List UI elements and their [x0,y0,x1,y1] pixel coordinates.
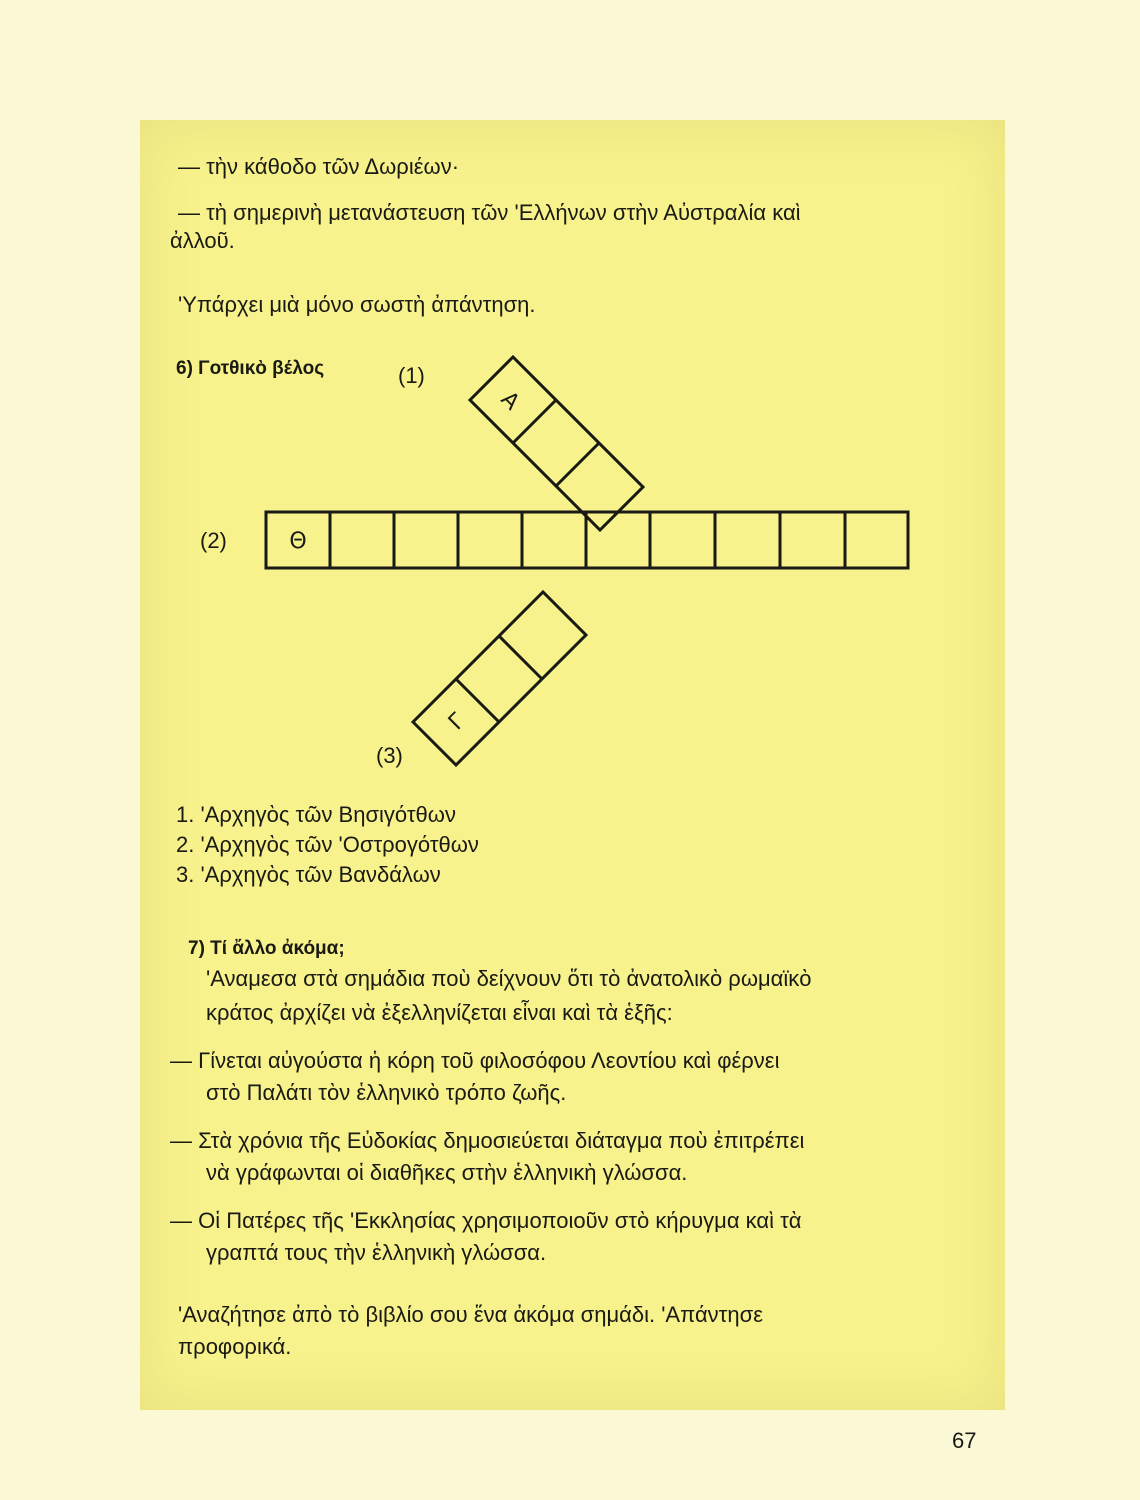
section-7-intro-1: 'Αναμεσα στὰ σημάδια ποὺ δείχνουν ὅτι τὸ ἀνατολικὸ ρωμαϊκὸ [206,966,812,991]
closing-line-2: προφορικά. [178,1334,292,1359]
crossword-arm-3 [413,568,586,765]
puzzle-title: 6) Γοτθικὸ βέλος [176,358,325,379]
clue-2: 2. 'Αρχηγὸς τῶν 'Οστρογότθων [176,832,479,857]
crossword-letter-gamma: Γ [443,708,471,736]
crossword-row-2 [266,512,908,568]
puzzle-label-3: (3) [376,743,403,768]
text-line-4: 'Υπάρχει μιὰ μόνο σωστὴ ἀπάντηση. [178,292,536,317]
clue-3: 3. 'Αρχηγὸς τῶν Βανδάλων [176,862,441,887]
bullet-1-line-1: — Γίνεται αὐγούστα ἡ κόρη τοῦ φιλοσόφου Λεοντίου καὶ φέρνει [170,1048,780,1073]
bullet-1-line-2: στὸ Παλάτι τὸν ἑλληνικὸ τρόπο ζωῆς. [206,1080,567,1105]
bullet-3-line-1: — Οἱ Πατέρες τῆς 'Εκκλησίας χρησιμοποιοῦν στὸ κήρυγμα καὶ τὰ [170,1208,802,1233]
crossword-letter-alpha: Α [495,386,525,416]
text-line-2: — τὴ σημερινὴ μετανάστευση τῶν 'Ελλήνων στὴν Αὐστραλία καὶ [178,200,801,225]
section-7-intro-2: κράτος ἀρχίζει νὰ ἐξελληνίζεται εἶναι καὶ τὰ ἑξῆς: [206,1000,673,1025]
bullet-3-line-2: γραπτά τους τὴν ἑλληνικὴ γλώσσα. [206,1240,547,1265]
page-number: 67 [952,1428,977,1453]
bullet-2-line-2: νὰ γράφωνται οἱ διαθῆκες στὴν ἑλληνικὴ γλώσσα. [206,1160,688,1185]
text-line-3: ἀλλοῦ. [170,228,235,253]
section-7-title: 7) Τί ἄλλο ἀκόμα; [188,938,345,959]
crossword-arm-1 [470,357,643,530]
text-line-1: — τὴν κάθοδο τῶν Δωριέων· [178,154,460,179]
crossword-letter-theta: Θ [289,529,307,554]
closing-line-1: 'Αναζήτησε ἀπὸ τὸ βιβλίο σου ἕνα ἀκόμα σημάδι. 'Απάντησε [178,1302,763,1327]
bullet-2-line-1: — Στὰ χρόνια τῆς Εὐδοκίας δημοσιεύεται διάταγμα ποὺ ἐπιτρέπει [170,1128,805,1153]
puzzle-label-2: (2) [200,528,227,553]
clue-1: 1. 'Αρχηγὸς τῶν Βησιγότθων [176,802,456,827]
puzzle-label-1: (1) [398,363,425,388]
